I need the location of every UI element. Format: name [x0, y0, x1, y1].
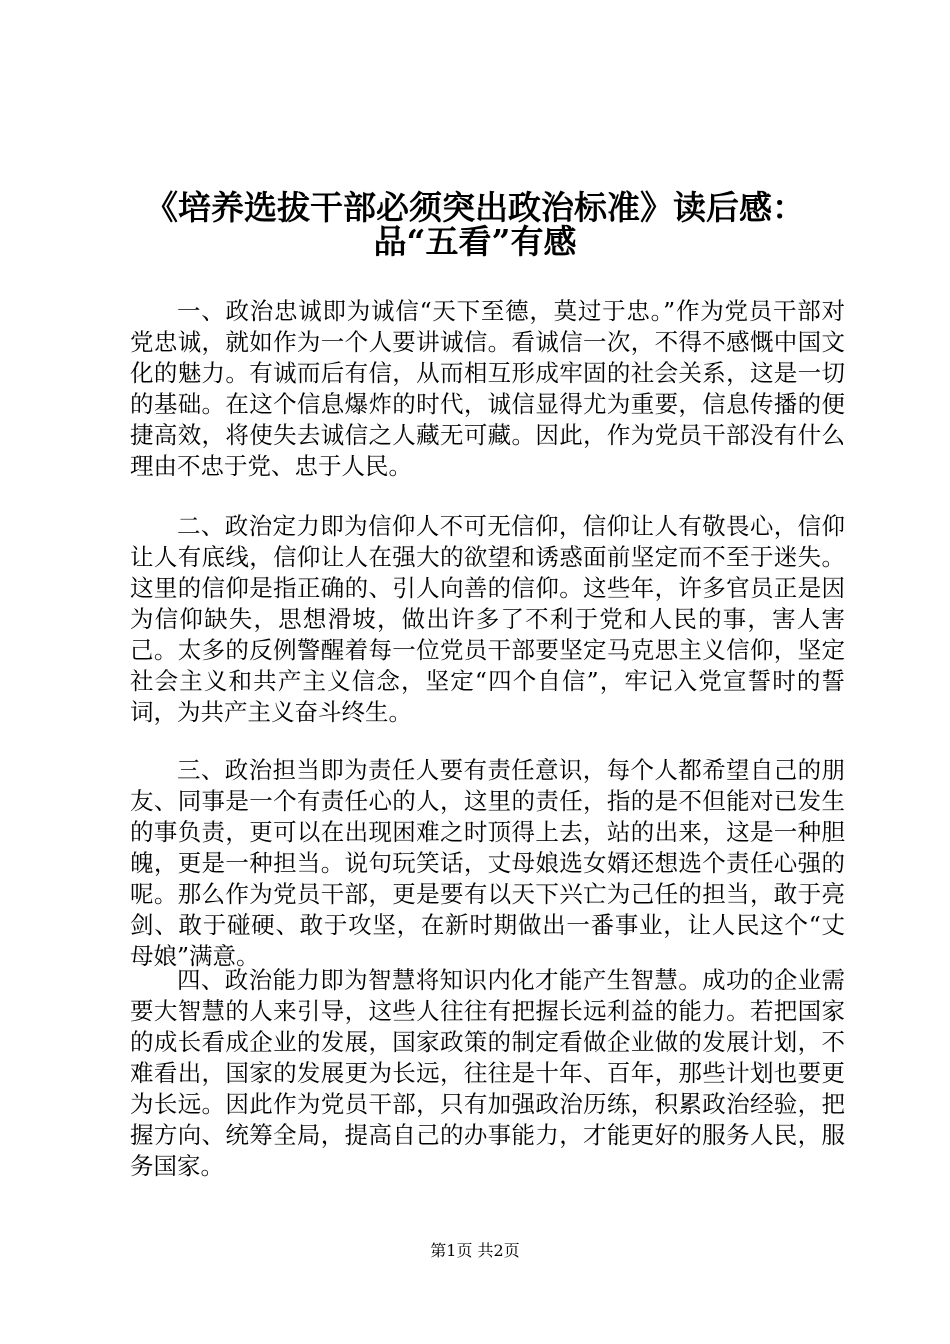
- paragraph-text: 二、政治定力即为信仰人不可无信仰，信仰让人有敬畏心，信仰让人有底线，信仰让人在强大的欲望和诱惑面前坚定而不至于迷失。这里的信仰是指正确的、引人向善的信仰。这些年，许多官员正是因为信仰缺失，思想滑坡，做出许多了不利于党和人民的事，害人害己。太多的反例警醒着每一位党员干部要坚定马克思主义信仰，坚定社会主义和共产主义信念，坚定“四个自信”，牢记入党宣誓时的誓词，为共产主义奋斗终生。: [130, 512, 845, 726]
- paragraph-political-ability: [130, 965, 845, 1182]
- paragraph-text: 一、政治忠诚即为诚信“天下至德，莫过于忠。”作为党员干部对党忠诚，就如作为一个人要讲诚信。看诚信一次，不得不感慨中国文化的魅力。有诚而后有信，从而相互形成牢固的社会关系，这是一切的基础。在这个信息爆炸的时代，诚信显得尤为重要，信息传播的便捷高效，将使失去诚信之人藏无可藏。因此，作为党员干部没有什么理由不忠于党、忠于人民。: [130, 297, 845, 480]
- paragraph-political-responsibility: [130, 755, 845, 972]
- paragraph-text: 四、政治能力即为智慧将知识内化才能产生智慧。成功的企业需要大智慧的人来引导，这些人往往有把握长远利益的能力。若把国家的成长看成企业的发展，国家政策的制定看做企业做的发展计划，不难看出，国家的发展更为长远，往往是十年、百年，那些计划也要更为长远。因此作为党员干部，只有加强政治历练，积累政治经验，把握方向、统筹全局，提高自己的办事能力，才能更好的服务人民，服务国家。: [130, 966, 845, 1180]
- document-title-line-1: 《培养选拔干部必须突出政治标准》读后感：: [145, 188, 805, 227]
- document-title-line-2: 品“五看”有感: [373, 222, 577, 261]
- paragraph-text: 三、政治担当即为责任人要有责任意识，每个人都希望自己的朋友、同事是一个有责任心的人，这里的责任，指的是不但能对已发生的事负责，更可以在出现困难之时顶得上去，站的出来，这是一种胆魄，更是一种担当。说句玩笑话，丈母娘选女婿还想选个责任心强的呢。那么作为党员干部，更是要有以天下兴亡为己任的担当，敢于亮剑、敢于碰硬、敢于攻坚，在新时期做出一番事业，让人民这个“丈母娘”满意。: [130, 756, 845, 970]
- paragraph-political-determination: [130, 511, 845, 728]
- page-footer: 第1页 共2页: [430, 1241, 520, 1260]
- paragraph-political-loyalty: [130, 296, 845, 482]
